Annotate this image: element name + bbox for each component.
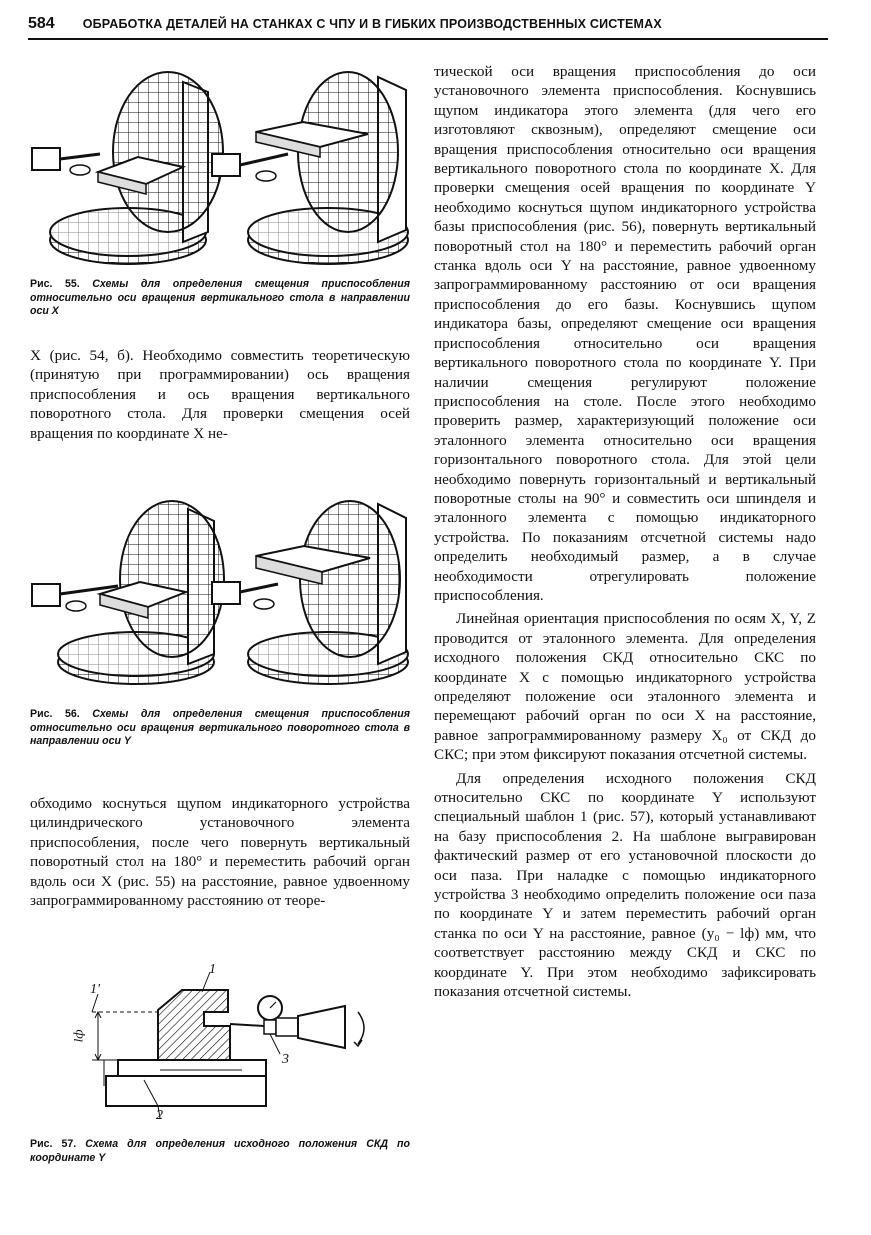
figure-57-label-1-prime: 1' — [90, 982, 100, 997]
figure-57-label-lf: lф — [70, 1029, 86, 1043]
figure-56-caption-text: Схемы для определения смещения приспособления относительно оси вращения вертикального поворотного стола в направлении оси Y — [30, 708, 410, 748]
figure-57-caption-prefix: Рис. 57. — [30, 1138, 77, 1150]
right-paragraph-1: тической оси вращения приспособления до оси установочного элемента приспособления. Коснувшись щупом индикатора этого элемента (для чего его изготовляют сквозным), определяют смещение оси вращения приспособления относительно оси вращения вертикального поворотного стола по координате X. Для проверки смещения осей вращения по координате Y необходимо коснуться щупом индикаторного устройства базы приспособления (рис. 56), повернуть вертикальный поворотный стол на 180° и переместить рабочий орган станка вдоль оси Y на расстояние, равное удвоенному запрограммированному расстоянию от оси вращения приспособления до его базы. Коснувшись щупом индикатора базы, определяют смещение оси вращения приспособления относительно оси вращения вертикального поворотного стола по координате Y. При наличии смещения регулируют положение приспособления на столе. После этого необходимо проверить размер, характеризующий положение оси эталонного элемента относительно оси вращения горизонтального поворотного стола. Для этой цели необходимо повернуть горизонтальный и вертикальный поворотные столы на 90° и совместить оси шпинделя и эталонного элемента с помощью индикаторного устройства. По показаниям отсчетной системы надо определить необходимый размер, а в случае необходимости отрегулировать положение приспособления. — [434, 63, 816, 604]
left-paragraph-1: X (рис. 54, б). Необходимо совместить теоретическую (принятую при программировании) ось вращения приспособления и ось вращения вертикального поворотного стола. Для проверки смещения осей вращения по координате X не- — [30, 347, 410, 442]
figure-57-label-2: 2 — [156, 1108, 163, 1123]
figure-57-label-1: 1 — [209, 962, 216, 977]
figure-57-caption — [30, 1138, 410, 1165]
figure-56-illustration — [28, 494, 416, 690]
left-paragraph-2: обходимо коснуться щупом индикаторного устройства цилиндрического установочного элемента приспособления, после чего повернуть вертикальный поворотный стол на 180° и переместить рабочий орган вдоль оси X (рис. 55) на расстояние, равное удвоенному запрограммированному расстоянию от теоре- — [30, 795, 410, 910]
right-column — [434, 62, 816, 1002]
figure-57-illustration — [70, 962, 400, 1128]
figure-55-illustration — [28, 62, 416, 270]
page-header — [28, 10, 828, 40]
right-paragraph-3: Для определения исходного положения СКД относительно СКС по координате Y используют специальный шаблон 1 (рис. 57), который устанавливают на базу приспособления 2. На шаблоне выгравирован фактический размер от его установочной плоскости до оси паза. При наладке с помощью индикаторного устройства 3 необходимо определить положение оси паза по координате Y и затем переместить рабочий орган станка по оси Y на расстояние, равное (y₀ − lф) мм, что соответствует расстоянию между СКД и СКС по координате Y. При этом необходимо зафиксировать показания отсчетной системы. — [434, 769, 816, 1001]
figure-55-caption — [30, 278, 410, 319]
right-paragraph-2: Линейная ориентация приспособления по осям X, Y, Z проводится от эталонного элемента. Для определения исходного положения СКД относительно СКС по координате X с помощью индикаторного устройства определяют положение оси эталонного элемента и перемещают рабочий орган по оси X на расстояние, равное запрограммированному размеру X₀ от СКД до СКС; при этом фиксируют показания отсчетной системы. — [434, 610, 816, 764]
figure-55-caption-text: Схемы для определения смещения приспособления относительно оси вращения вертикального стола в направлении оси X — [30, 278, 410, 318]
figure-55-caption-prefix: Рис. 55. — [30, 278, 80, 290]
figure-57-label-3: 3 — [282, 1052, 289, 1067]
running-title: ОБРАБОТКА ДЕТАЛЕЙ НА СТАНКАХ С ЧПУ И В ГИБКИХ ПРОИЗВОДСТВЕННЫХ СИСТЕМАХ — [82, 17, 662, 31]
figure-57-caption-text: Схема для определения исходного положения СКД по координате Y — [30, 1138, 410, 1164]
figure-56-caption — [30, 708, 410, 749]
figure-56-caption-prefix: Рис. 56. — [30, 708, 80, 720]
page-number: 584 — [28, 15, 55, 32]
